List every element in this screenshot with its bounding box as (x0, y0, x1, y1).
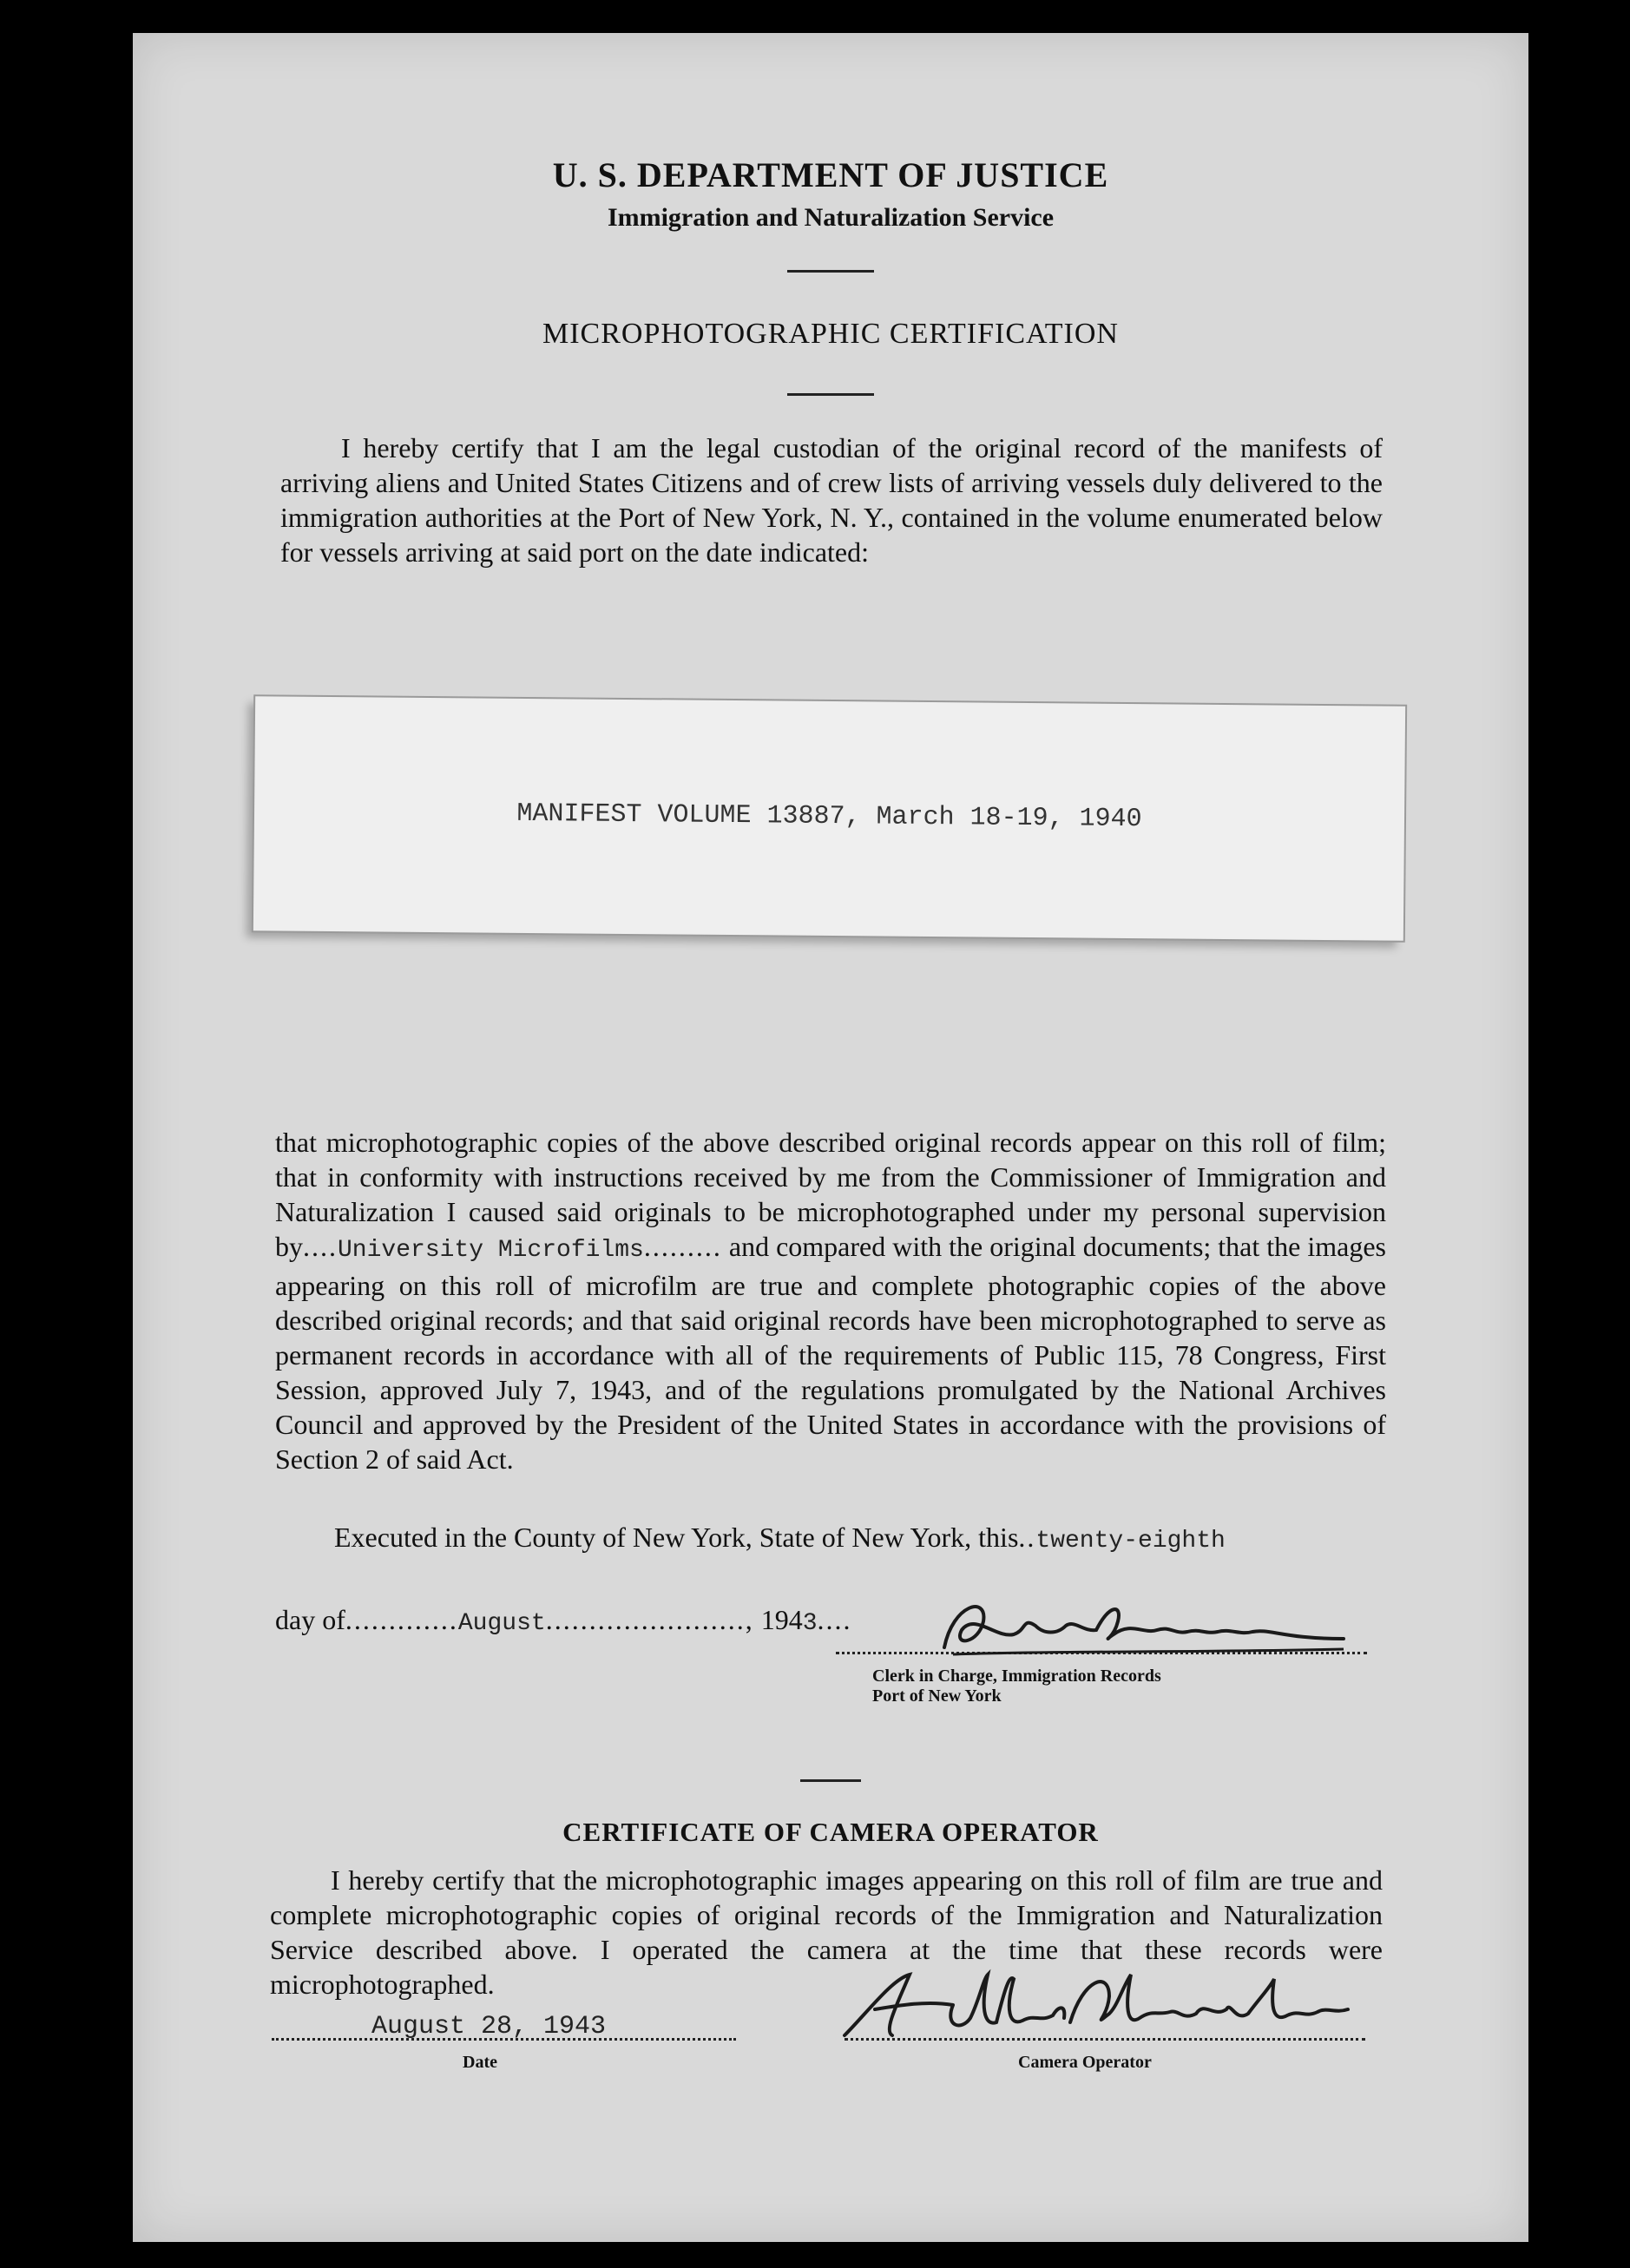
divider-rule-top (787, 270, 874, 273)
clerk-title-line2: Port of New York (872, 1686, 1002, 1706)
microfilmer-name: University Microfilms (338, 1237, 644, 1264)
certificate-page (133, 33, 1528, 2242)
custodian-paragraph (280, 431, 1383, 569)
year-prefix: 194 (760, 1604, 803, 1635)
dotted-leader: ......................., (545, 1604, 754, 1635)
service-subheading: Immigration and Naturalization Service (607, 203, 1055, 232)
date-label: Date (463, 2053, 497, 2072)
dotted-leader: .... (817, 1604, 852, 1635)
execution-line (334, 1522, 1226, 1555)
day-value: twenty-eighth (1035, 1528, 1226, 1555)
month-value: August (457, 1610, 546, 1637)
operator-signature (831, 1962, 1352, 2048)
clerk-signature (936, 1587, 1352, 1665)
custodian-paragraph-text: I hereby certify that I am the legal custodian of the original record of the manifests of arriving aliens and United States Citizens and of crew lists of arriving vessels duly delivered to the immigration authorities at the Port of New York, N. Y., contained in the volume enumerated below for vessels arriving at said port on the date indicated: (280, 432, 1383, 568)
dotted-leader: .. (1018, 1522, 1036, 1553)
certification-text-part2: and compared with the original documents; that the images appearing on this roll of microfilm are true and complete photographic copies of the above described original records; and that said original records have been microphotographed to serve as permanent records in accordance with all of the requirements of Public 115, 78 Congress, First Session, approved July 7, 1943, and of the regulations promulgated by the National Archives Council and approved by the President of the United States in accordance with the provisions of Section 2 of said Act. (275, 1231, 1387, 1475)
date-line (275, 1604, 852, 1637)
volume-slip (253, 696, 1405, 941)
clerk-title-line1: Clerk in Charge, Immigration Records (872, 1666, 1161, 1686)
divider-rule-camera (800, 1779, 861, 1782)
day-of-label: day of (275, 1604, 345, 1635)
dotted-leader: .... (303, 1231, 338, 1262)
camera-operator-label: Camera Operator (1018, 2053, 1152, 2072)
camera-operator-text: I hereby certify that the microphotographic images appearing on this roll of film are true and complete microphotographic copies of original records of the Immigration and Naturalization Service described above. I operated the camera at the time that these records were microphotographed. (270, 1864, 1383, 2000)
certification-text-part1: that microphotographic copies of the above described original records appear on this roll of film; that in conformity with instructions received by me from the Commissioner of Immigration and Naturalization I caused said originals to be microphotographed under my personal supervision by (275, 1127, 1386, 1262)
year-suffix: 3 (802, 1610, 818, 1637)
certification-paragraph (275, 1125, 1386, 1476)
department-heading: U. S. DEPARTMENT OF JUSTICE (552, 155, 1109, 194)
divider-rule-bottom (787, 393, 874, 396)
camera-operator-heading: CERTIFICATE OF CAMERA OPERATOR (562, 1817, 1099, 1847)
execution-text: Executed in the County of New York, State of New York, this (334, 1522, 1019, 1553)
certification-title: MICROPHOTOGRAPHIC CERTIFICATION (542, 318, 1119, 350)
volume-slip-text: MANIFEST VOLUME 13887, March 18-19, 1940 (516, 799, 1142, 835)
dotted-leader: ............. (345, 1604, 458, 1635)
camera-date-value: August 28, 1943 (371, 2012, 607, 2041)
dotted-leader: ......... (643, 1231, 722, 1262)
